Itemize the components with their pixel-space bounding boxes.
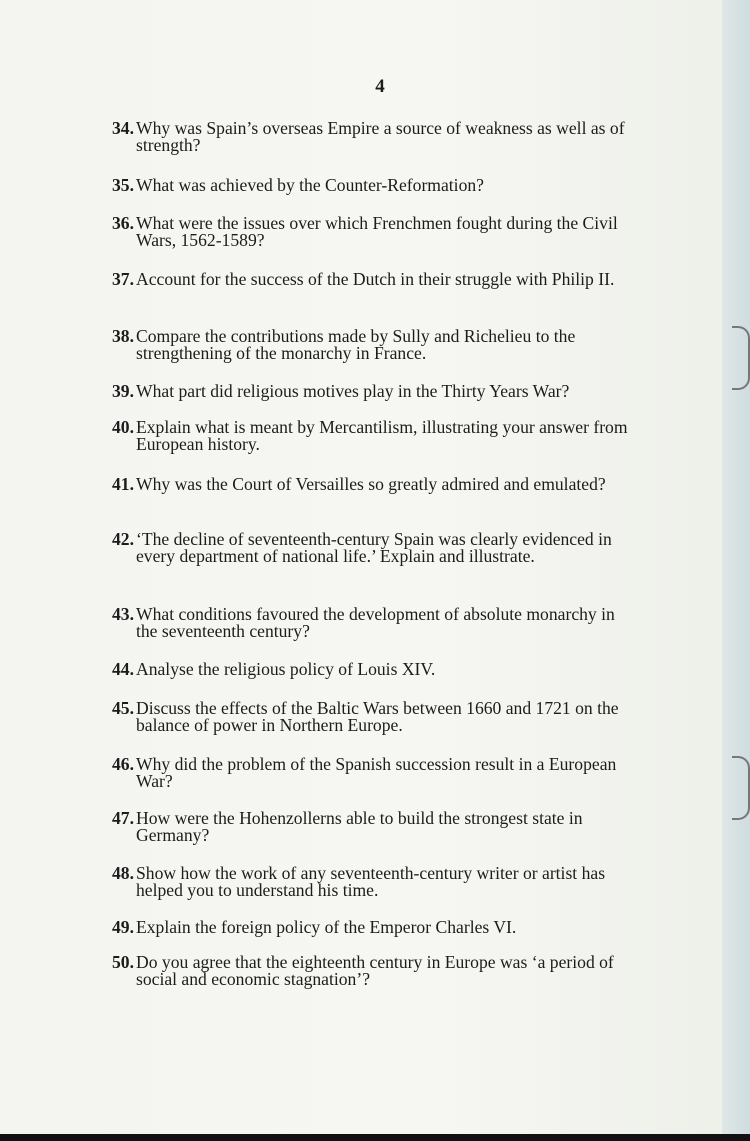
question-item [98, 810, 630, 844]
question-item [98, 271, 630, 288]
question-text: Compare the contributions made by Sully and Richelieu to the strengthening of the monarchy in France. [136, 326, 576, 363]
question-item [98, 177, 630, 194]
question-text: Account for the success of the Dutch in their struggle with Philip II. [136, 269, 615, 289]
question-number: 42. [112, 529, 134, 549]
question-text: Why was the Court of Versailles so greatly admired and emulated? [136, 474, 606, 494]
question-number: 41. [112, 474, 134, 494]
question-text: ‘The decline of seventeenth-century Spain was clearly evidenced in every department of national life.’ Explain and illustrate. [136, 529, 612, 566]
question-number: 48. [112, 863, 134, 883]
question-text: Show how the work of any seventeenth-century writer or artist has helped you to understand his time. [136, 863, 606, 900]
question-number: 44. [112, 659, 134, 679]
question-number: 36. [112, 213, 134, 233]
question-number: 49. [112, 917, 134, 937]
question-item [98, 606, 630, 640]
question-text: What were the issues over which Frenchmen fought during the Civil Wars, 1562-1589? [136, 213, 618, 250]
question-text: Explain the foreign policy of the Emperor Charles VI. [136, 917, 517, 937]
question-item [98, 865, 630, 899]
question-item [98, 215, 630, 249]
page-number: 4 [375, 76, 385, 97]
question-text: Why was Spain’s overseas Empire a source of weakness as well as of strength? [136, 118, 625, 155]
question-text: Analyse the religious policy of Louis XIV. [136, 659, 436, 679]
question-text: Do you agree that the eighteenth century in Europe was ‘a period of social and economic stagnation’? [136, 952, 614, 989]
question-item [98, 476, 630, 493]
staple-bottom [732, 756, 750, 820]
question-item [98, 328, 630, 362]
question-text: Why did the problem of the Spanish succession result in a European War? [136, 754, 617, 791]
question-number: 46. [112, 754, 134, 774]
question-number: 43. [112, 604, 134, 624]
question-number: 50. [112, 952, 134, 972]
staple-top [732, 326, 750, 390]
question-text: What conditions favoured the development of absolute monarchy in the seventeenth century? [136, 604, 615, 641]
question-text: How were the Hohenzollerns able to build the strongest state in Germany? [136, 808, 583, 845]
question-number: 34. [112, 118, 134, 138]
question-number: 40. [112, 417, 134, 437]
question-item [98, 531, 630, 565]
page-edge [722, 0, 750, 1134]
question-number: 35. [112, 175, 134, 195]
scan-bottom-border [0, 1134, 750, 1141]
question-number: 38. [112, 326, 134, 346]
question-item [98, 383, 630, 400]
question-item [98, 756, 630, 790]
question-item [98, 919, 630, 936]
question-item [98, 419, 630, 453]
question-number: 47. [112, 808, 134, 828]
question-item [98, 661, 630, 678]
question-item [98, 700, 630, 734]
question-text: Discuss the effects of the Baltic Wars between 1660 and 1721 on the balance of power in Northern Europe. [136, 698, 619, 735]
question-item [98, 120, 630, 154]
question-number: 45. [112, 698, 134, 718]
question-number: 39. [112, 381, 134, 401]
question-number: 37. [112, 269, 134, 289]
question-text: Explain what is meant by Mercantilism, illustrating your answer from European history. [136, 417, 628, 454]
question-text: What was achieved by the Counter-Reformation? [136, 175, 484, 195]
question-text: What part did religious motives play in the Thirty Years War? [136, 381, 570, 401]
question-item [98, 954, 630, 988]
